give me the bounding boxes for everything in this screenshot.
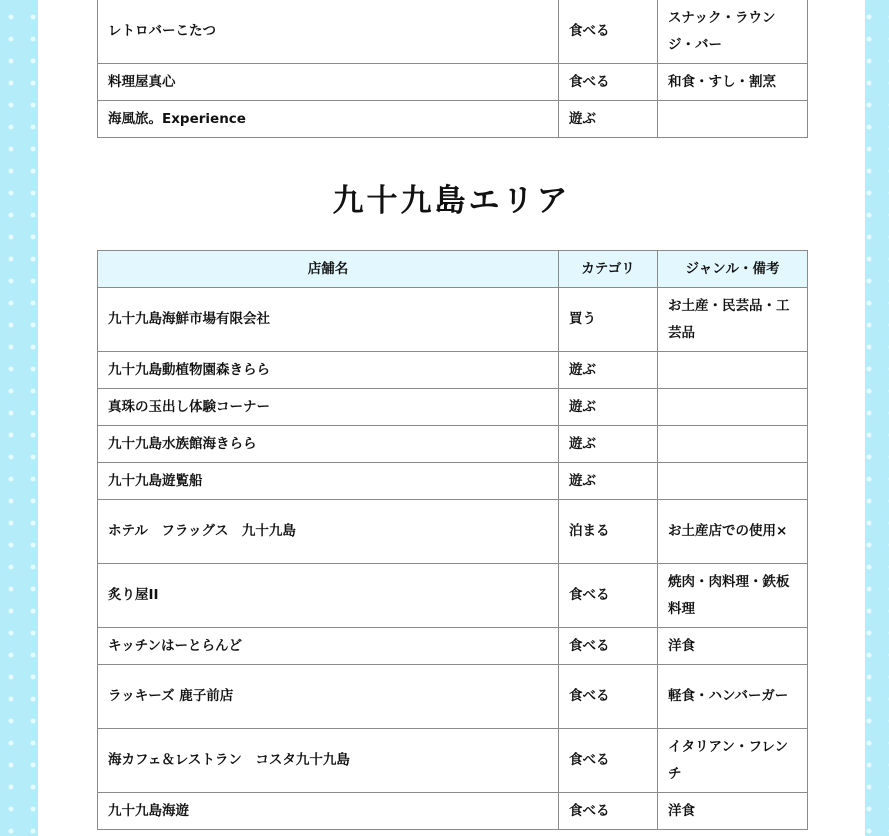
genre-cell: お土産店での使用× xyxy=(658,500,808,564)
table-row xyxy=(98,64,808,101)
table-row xyxy=(98,729,808,793)
shop-name-cell: 九十九島海遊 xyxy=(98,793,559,830)
category-cell: 食べる xyxy=(559,628,658,665)
page-content xyxy=(38,0,865,836)
category-cell: 食べる xyxy=(559,0,658,64)
category-cell: 遊ぶ xyxy=(559,101,658,138)
category-cell: 食べる xyxy=(559,64,658,101)
previous-area-table xyxy=(97,0,808,138)
shop-name-cell: 海カフェ＆レストラン コスタ九十九島 xyxy=(98,729,559,793)
shop-name-cell: レトロバーこたつ xyxy=(98,0,559,64)
column-header-category: カテゴリ xyxy=(559,251,658,288)
genre-cell xyxy=(658,426,808,463)
table-row xyxy=(98,288,808,352)
shop-name-cell: 料理屋真心 xyxy=(98,64,559,101)
genre-cell xyxy=(658,352,808,389)
column-header-genre: ジャンル・備考 xyxy=(658,251,808,288)
genre-cell xyxy=(658,463,808,500)
category-cell: 遊ぶ xyxy=(559,389,658,426)
category-cell: 食べる xyxy=(559,793,658,830)
category-cell: 遊ぶ xyxy=(559,352,658,389)
genre-cell xyxy=(658,389,808,426)
table-row xyxy=(98,500,808,564)
category-cell: 食べる xyxy=(559,665,658,729)
table-row xyxy=(98,463,808,500)
genre-cell: 焼肉・肉料理・鉄板料理 xyxy=(658,564,808,628)
table-header-row xyxy=(98,251,808,288)
table-row xyxy=(98,665,808,729)
shop-name-cell: 九十九島海鮮市場有限会社 xyxy=(98,288,559,352)
category-cell: 泊まる xyxy=(559,500,658,564)
category-cell: 遊ぶ xyxy=(559,463,658,500)
genre-cell: スナック・ラウンジ・バー xyxy=(658,0,808,64)
category-cell: 買う xyxy=(559,288,658,352)
table-row xyxy=(98,389,808,426)
shop-name-cell: ホテル フラッグス 九十九島 xyxy=(98,500,559,564)
table-row xyxy=(98,564,808,628)
genre-cell: お土産・民芸品・工芸品 xyxy=(658,288,808,352)
genre-cell: 洋食 xyxy=(658,793,808,830)
genre-cell: イタリアン・フレンチ xyxy=(658,729,808,793)
shop-name-cell: 九十九島動植物園森きらら xyxy=(98,352,559,389)
table-row xyxy=(98,352,808,389)
shop-name-cell: 九十九島水族館海きらら xyxy=(98,426,559,463)
shop-name-cell: 炙り屋II xyxy=(98,564,559,628)
area-shop-table xyxy=(97,250,808,830)
genre-cell: 軽食・ハンバーガー xyxy=(658,665,808,729)
shop-name-cell: ラッキーズ 鹿子前店 xyxy=(98,665,559,729)
genre-cell xyxy=(658,101,808,138)
genre-cell: 洋食 xyxy=(658,628,808,665)
table-row xyxy=(98,101,808,138)
shop-name-cell: 真珠の玉出し体験コーナー xyxy=(98,389,559,426)
genre-cell: 和食・すし・割烹 xyxy=(658,64,808,101)
category-cell: 遊ぶ xyxy=(559,426,658,463)
category-cell: 食べる xyxy=(559,729,658,793)
shop-name-cell: 海風旅。Experience xyxy=(98,101,559,138)
area-heading: 九十九島エリア xyxy=(332,183,571,219)
shop-name-cell: キッチンはーとらんど xyxy=(98,628,559,665)
table-row xyxy=(98,628,808,665)
shop-name-cell: 九十九島遊覧船 xyxy=(98,463,559,500)
table-row xyxy=(98,426,808,463)
table-row xyxy=(98,0,808,64)
category-cell: 食べる xyxy=(559,564,658,628)
table-row xyxy=(98,793,808,830)
column-header-shop-name: 店舗名 xyxy=(98,251,559,288)
